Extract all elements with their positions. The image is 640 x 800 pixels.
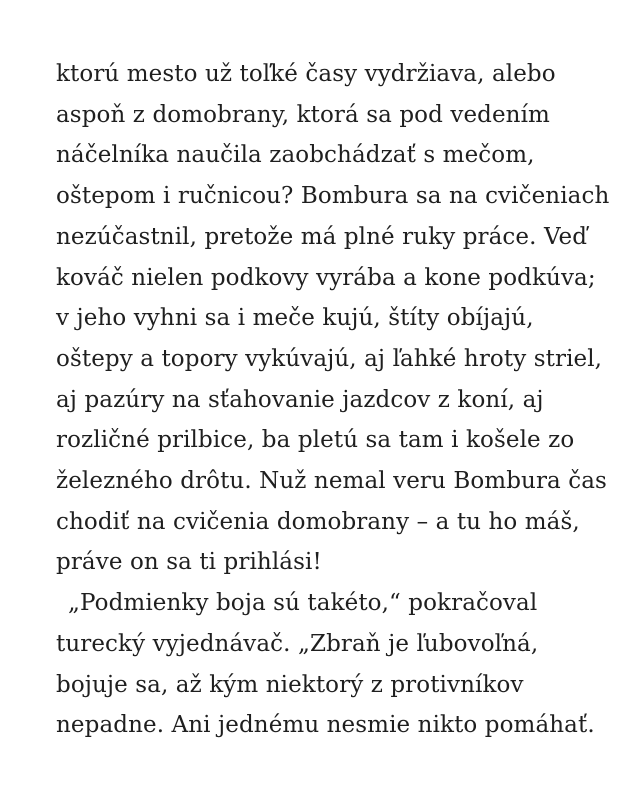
text-line: rozličné prilbice, ba pletú sa tam i košele zo — [56, 427, 575, 454]
text-line: aj pazúry na sťahovanie jazdcov z koní, aj — [56, 386, 544, 413]
text-line: oštepom i ručnicou? Bombura sa na cvičeniach — [56, 183, 610, 210]
text-line: náčelníka naučila zaobchádzať s mečom, — [56, 142, 535, 169]
text-line: turecký vyjednávač. „Zbraň je ľubovoľná, — [56, 630, 539, 657]
text-line: oštepy a topory vykúvajú, aj ľahké hroty striel, — [56, 345, 603, 372]
text-line: železného drôtu. Nuž nemal veru Bombura čas — [56, 468, 607, 495]
text-line: nepadne. Ani jednému nesmie nikto pomáhať. — [56, 712, 595, 739]
text-line: bojuje sa, až kým niektorý z protivníkov — [56, 671, 524, 698]
text-line: práve on sa ti prihlási! — [56, 549, 322, 576]
text-line: kováč nielen podkovy vyrába a kone podkúva; — [56, 264, 596, 291]
text-line: aspoň z domobrany, ktorá sa pod vedením — [56, 101, 550, 128]
text-line: chodiť na cvičenia domobrany – a tu ho máš, — [56, 508, 580, 535]
text-line: nezúčastnil, pretože má plné ruky práce. Veď — [56, 223, 588, 250]
text-line: ktorú mesto už toľké časy vydržiava, alebo — [56, 61, 556, 87]
paragraph-start-line: „Podmienky boja sú takéto,“ pokračoval — [68, 590, 538, 617]
body-text — [56, 54, 616, 746]
text-line: v jeho vyhni sa i meče kujú, štíty obíjajú, — [56, 305, 534, 332]
